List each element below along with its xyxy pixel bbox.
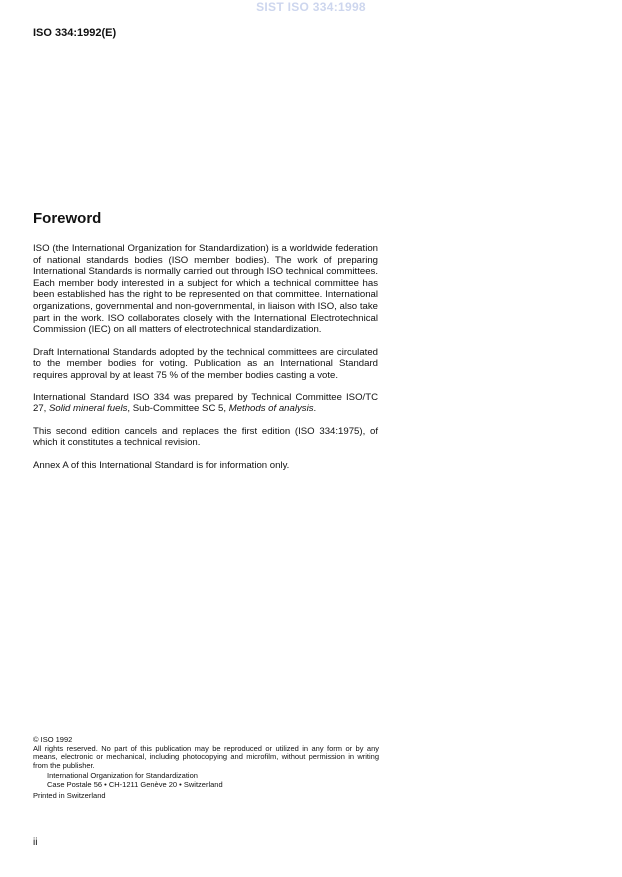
p3-committee-title: Solid mineral fuels <box>49 403 128 415</box>
p3-subcommittee-title: Methods of analysis <box>228 403 314 415</box>
foreword-heading: Foreword <box>33 210 102 227</box>
foreword-paragraph-2: Draft International Standards adopted by the technical committees are circulated to the member bodies for voting. Publication as an International Standard requires approval by at least 75 % of the member bodies casting a vote. <box>33 346 378 381</box>
watermark: SIST ISO 334:1998 <box>256 0 366 14</box>
foreword-paragraph-4: This second edition cancels and replaces the first edition (ISO 334:1975), of which it constitutes a technical revision. <box>33 425 378 449</box>
page-number: ii <box>33 837 38 848</box>
p3-text-mid: , Sub-Committee SC 5, <box>127 403 229 415</box>
copyright-block <box>33 736 379 800</box>
foreword-paragraph-5: Annex A of this International Standard is for information only. <box>33 459 290 471</box>
foreword-paragraph-1: ISO (the International Organization for Standardization) is a worldwide federation of national standards bodies (ISO member bodies). The work of preparing International Standards is normally carried out through ISO technical committees. Each member body interested in a subject for which a technical committee has been established has the right to be represented on that committee. International organizations, governmental and non-governmental, in liaison with ISO, also take part in the work. ISO collaborates closely with the International Electrotechnical Commission (IEC) on all matters of electrotechnical standardization. <box>33 243 379 336</box>
p3-text-start: International Standard ISO 334 was prepared by Technical Committee ISO/TC 27, <box>33 391 378 415</box>
copyright-notice: © ISO 1992 <box>33 735 73 744</box>
document-identifier: ISO 334:1992(E) <box>33 27 117 39</box>
foreword-body <box>33 243 378 482</box>
publisher-address: Case Postale 56 • CH-1211 Genève 20 • Switzerland <box>47 779 223 789</box>
rights-statement: All rights reserved. No part of this publication may be reproduced or utilized in any form or by any means, electronic or mechanical, including photocopying and microfilm, without permission in writing from the publisher. <box>33 743 379 770</box>
foreword-paragraph-3 <box>33 392 378 415</box>
publisher-name: International Organization for Standardization <box>47 771 198 781</box>
p3-text-end: . <box>313 403 317 415</box>
printed-in: Printed in Switzerland <box>33 790 106 800</box>
